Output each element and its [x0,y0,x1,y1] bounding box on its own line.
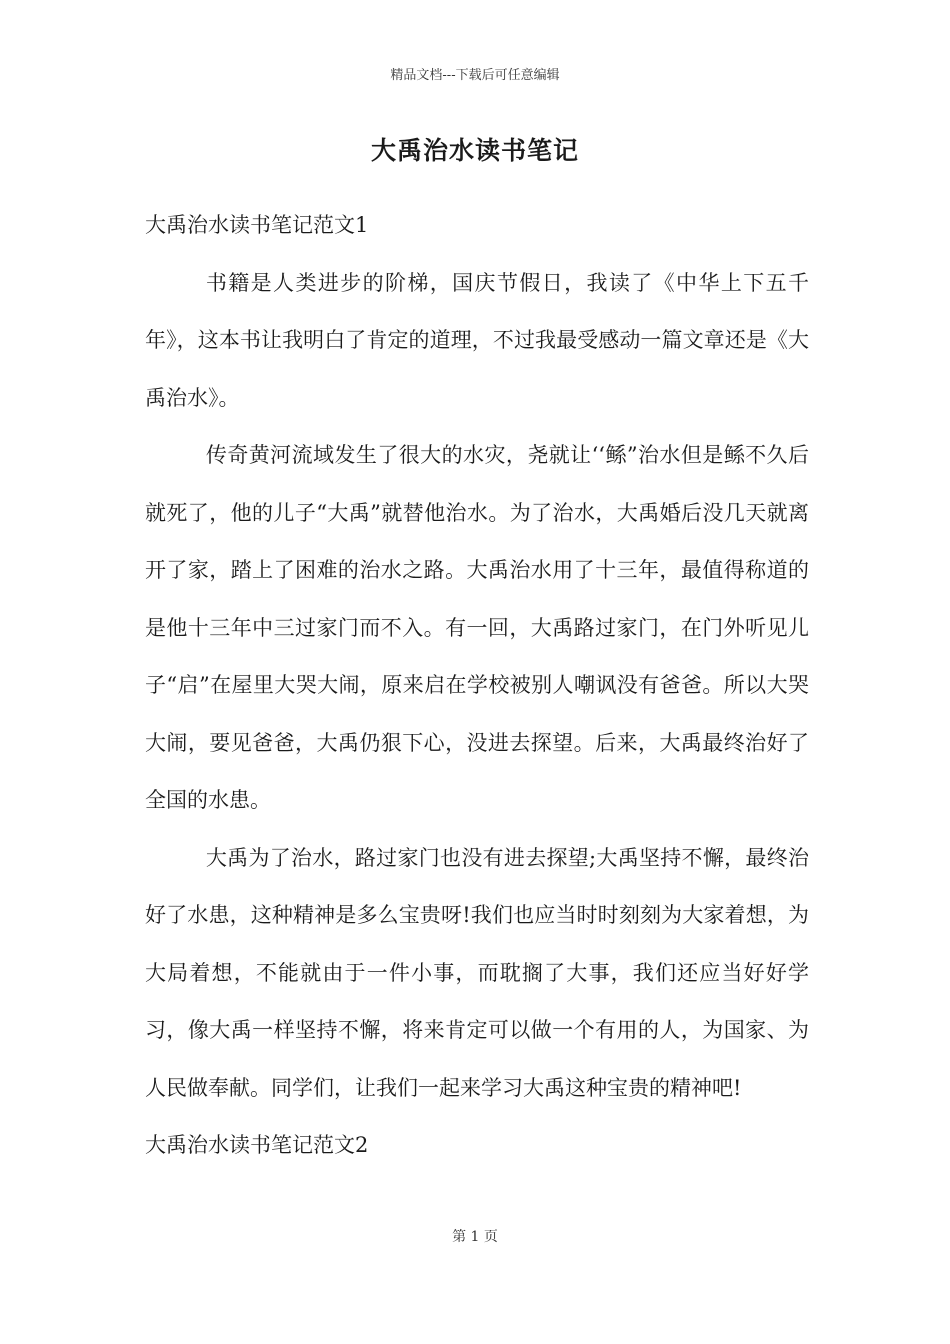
section-heading-2: 大禹治水读书笔记范文2 [145,1133,369,1157]
document-title: 大禹治水读书笔记 [370,136,579,165]
page-footer: 第 1 页 [452,1229,498,1245]
page-header: 精品文档---下载后可任意编辑 [390,68,560,83]
section-heading-1: 大禹治水读书笔记范文1 [145,213,369,237]
paragraph-2: 传奇黄河流域发生了很大的水灾，尧就让‘‘鲧”治水但是鲧不久后就死了，他的儿子“大禹”就替他治水。为了治水，大禹婚后没几天就离开了家，踏上了困难的治水之路。大禹治水用了十三年，最值得称道的是他十三年中三过家门而不入。有一回，大禹路过家门，在门外听见儿子“启”在屋里大哭大闹，原来启在学校被别人嘲讽没有爸爸。所以大哭大闹，要见爸爸，大禹仍狠下心，没进去探望。后来，大禹最终治好了全国的水患。 [145,443,809,812]
paragraph-3: 大禹为了治水，路过家门也没有进去探望;大禹坚持不懈，最终治好了水患，这种精神是多么宝贵呀!我们也应当时时刻刻为大家着想，为大局着想，不能就由于一件小事，而耽搁了大事，我们还应当好好学习，像大禹一样坚持不懈，将来肯定可以做一个有用的人，为国家、为人民做奉献。同学们，让我们一起来学习大禹这种宝贵的精神吧! [145,845,809,1100]
paragraph-1: 书籍是人类进步的阶梯，国庆节假日，我读了《中华上下五千年》，这本书让我明白了肯定的道理，不过我最受感动一篇文章还是《大禹治水》。 [145,270,809,410]
document-body [145,197,809,1175]
